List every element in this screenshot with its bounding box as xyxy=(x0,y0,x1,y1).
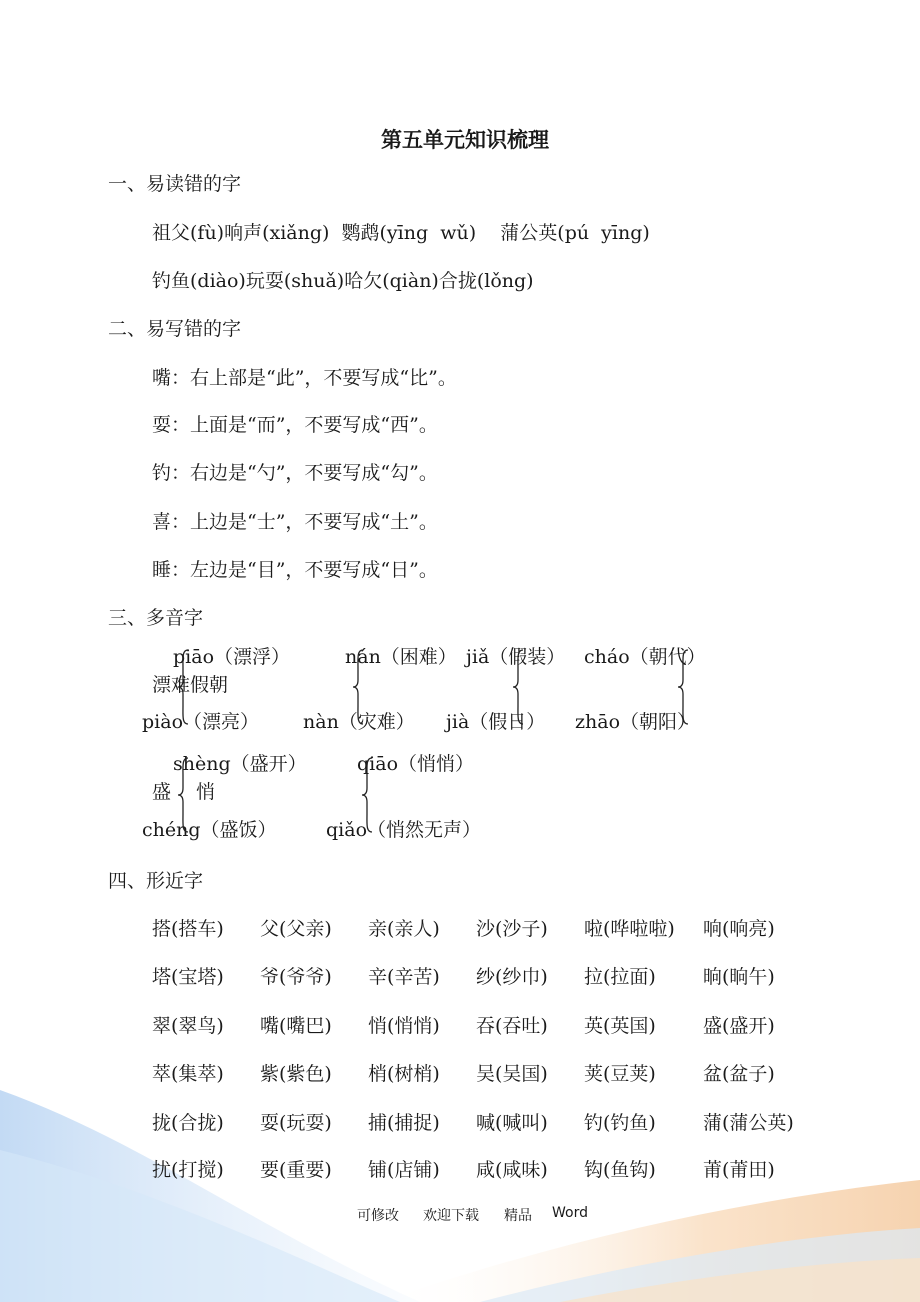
footer-quality: 精品 xyxy=(504,1208,532,1224)
similar-char-cell: 喊(喊叫) xyxy=(476,1112,548,1134)
brace-icon xyxy=(176,648,190,726)
similar-char-cell: 蒲(蒲公英) xyxy=(703,1112,794,1134)
section-heading-3: 三、多音字 xyxy=(108,607,204,629)
similar-char-cell: 咸(咸味) xyxy=(476,1159,548,1181)
s2-line-1: 嘴：右上部是“此”，不要写成“比”。 xyxy=(152,367,457,389)
brace-icon xyxy=(511,648,525,726)
similar-char-cell: 亲(亲人) xyxy=(368,918,440,940)
similar-char-cell: 萃(集萃) xyxy=(152,1063,224,1085)
polyphone-bottom-2: nàn（灾难） xyxy=(303,711,415,733)
similar-char-cell: 钩(鱼钩) xyxy=(584,1159,656,1181)
similar-char-cell: 钓(钓鱼) xyxy=(584,1112,656,1134)
similar-char-cell: 扰(打搅) xyxy=(152,1159,224,1181)
footer-download: 欢迎下载 xyxy=(423,1208,479,1224)
polyphone-top-1: piāo（漂浮） xyxy=(173,646,291,668)
similar-char-cell: 拢(合拢) xyxy=(152,1112,224,1134)
polyphone-char-sheng: 盛 xyxy=(152,781,172,803)
polyphone-bottom-1: piào（漂亮） xyxy=(142,711,260,733)
similar-char-cell: 辛(辛苦) xyxy=(368,966,440,988)
similar-char-cell: 要(重要) xyxy=(260,1159,332,1181)
similar-char-cell: 莆(莆田) xyxy=(703,1159,775,1181)
similar-char-cell: 晌(晌午) xyxy=(703,966,775,988)
similar-char-cell: 沙(沙子) xyxy=(476,918,548,940)
similar-char-cell: 爷(爷爷) xyxy=(260,966,332,988)
similar-char-cell: 塔(宝塔) xyxy=(152,966,224,988)
similar-char-cell: 嘴(嘴巴) xyxy=(260,1015,332,1037)
similar-char-cell: 纱(纱巾) xyxy=(476,966,548,988)
brace-icon xyxy=(676,648,690,726)
similar-char-cell: 盆(盆子) xyxy=(703,1063,775,1085)
similar-char-cell: 父(父亲) xyxy=(260,918,332,940)
polyphone-top-5: shèng（盛开） xyxy=(173,753,307,775)
s1-line-1: 祖父(fù)响声(xiǎng) 鹦鹉(yīng wǔ) 蒲公英(pú yīng) xyxy=(152,222,650,244)
similar-char-cell: 捕(捕捉) xyxy=(368,1112,440,1134)
polyphone-char-qiao: 悄 xyxy=(196,781,216,803)
brace-icon xyxy=(360,756,374,834)
s2-line-2: 耍：上面是“而”，不要写成“西”。 xyxy=(152,414,438,436)
similar-char-cell: 响(响亮) xyxy=(703,918,775,940)
page-title: 第五单元知识梳理 xyxy=(381,128,549,152)
similar-char-cell: 翠(翠鸟) xyxy=(152,1015,224,1037)
similar-char-cell: 梢(树梢) xyxy=(368,1063,440,1085)
similar-char-cell: 搭(搭车) xyxy=(152,918,224,940)
s2-line-4: 喜：上边是“士”，不要写成“土”。 xyxy=(152,511,438,533)
section-heading-1: 一、易读错的字 xyxy=(108,173,242,195)
section-heading-2: 二、易写错的字 xyxy=(108,318,242,340)
similar-char-cell: 盛(盛开) xyxy=(703,1015,775,1037)
footer-editable: 可修改 xyxy=(357,1208,399,1224)
polyphone-top-2: nán（困难） xyxy=(345,646,457,668)
similar-char-cell: 耍(玩耍) xyxy=(260,1112,332,1134)
similar-char-cell: 英(英国) xyxy=(584,1015,656,1037)
polyphone-top-6: qiāo（悄悄） xyxy=(357,753,475,775)
similar-char-cell: 拉(拉面) xyxy=(584,966,656,988)
section-heading-4: 四、形近字 xyxy=(108,870,204,892)
s2-line-3: 钓：右边是“勺”，不要写成“勾”。 xyxy=(152,462,438,484)
similar-char-cell: 荚(豆荚) xyxy=(584,1063,656,1085)
brace-icon xyxy=(176,756,190,834)
footer-word: Word xyxy=(552,1205,588,1221)
similar-char-cell: 啦(哗啦啦) xyxy=(584,918,675,940)
polyphone-bottom-5: chéng（盛饭） xyxy=(142,819,277,841)
brace-icon xyxy=(351,648,365,726)
similar-char-cell: 铺(店铺) xyxy=(368,1159,440,1181)
polyphone-bottom-4: zhāo（朝阳） xyxy=(575,711,697,733)
polyphone-top-3: jiǎ（假装） xyxy=(466,646,566,668)
s1-line-2: 钓鱼(diào)玩耍(shuǎ)哈欠(qiàn)合拢(lǒng) xyxy=(152,270,534,292)
polyphone-top-4: cháo（朝代） xyxy=(584,646,706,668)
s2-line-5: 睡：左边是“目”，不要写成“日”。 xyxy=(152,559,438,581)
similar-char-cell: 紫(紫色) xyxy=(260,1063,332,1085)
polyphone-bottom-6: qiǎo（悄然无声） xyxy=(326,819,482,841)
polyphone-chars-1: 漂难假朝 xyxy=(152,674,229,696)
similar-char-cell: 吞(吞吐) xyxy=(476,1015,548,1037)
polyphone-bottom-3: jià（假日） xyxy=(446,711,546,733)
similar-char-cell: 吴(吴国) xyxy=(476,1063,548,1085)
similar-char-cell: 悄(悄悄) xyxy=(368,1015,440,1037)
